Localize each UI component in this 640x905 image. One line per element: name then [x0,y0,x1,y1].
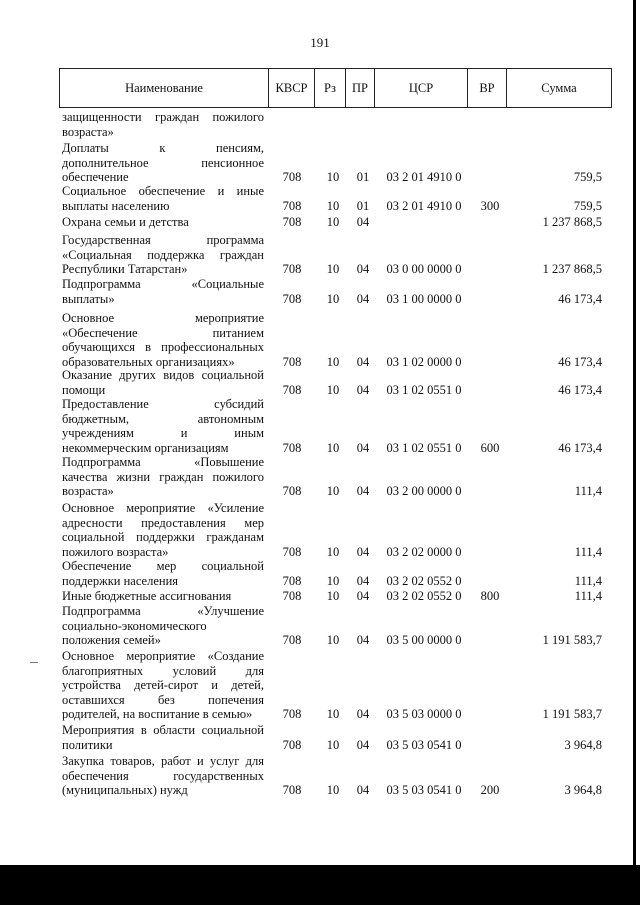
cell-sum: 111,4 [574,544,602,559]
row-name-line: пожилого возраста» [62,544,169,559]
row-name-line: Иные бюджетные ассигнования [62,589,232,603]
row-name [62,455,264,499]
cell-kvsr: 708 [282,707,302,721]
row-name-line: Основное мероприятие [62,311,264,325]
row-name [62,311,264,369]
cell-csr: 03 2 02 0552 0 [386,589,462,603]
cell-pr: 01 [356,198,370,213]
row-name-line: Основное мероприятие «Создание [62,649,264,663]
row-name-line: поддержки населения [62,573,179,588]
header-csr: ЦСР [375,69,468,108]
cell-rz: 10 [326,170,340,184]
row-name-line: бюджетным, автономным [62,411,264,426]
cell-pr: 04 [356,291,370,306]
cell-csr: 03 2 02 0000 0 [386,544,462,559]
cell-pr: 04 [356,633,370,647]
row-name-line: родителей, на воспитание в семью» [62,707,253,721]
cell-pr: 04 [356,707,370,721]
row-name [62,501,264,559]
row-name [62,233,264,277]
row-name-line: Основное мероприятие «Усиление [62,501,264,515]
header-kvsr: КВСР [269,69,315,108]
cell-csr: 03 1 00 0000 0 [386,291,462,306]
row-name-line: политики [62,737,113,752]
table-header [59,68,612,108]
cell-vr: 600 [480,440,500,455]
cell-pr: 04 [356,262,370,276]
scan-border [0,865,640,905]
row-name-line: Закупка товаров, работ и услуг для [62,754,264,768]
row-name-line: некоммерческим организациям [62,440,229,455]
row-name-line: Республики Татарстан» [62,262,188,276]
row-name-line: Государственная программа [62,233,264,247]
cell-rz: 10 [326,291,340,306]
cell-csr: 03 5 03 0541 0 [386,737,462,752]
cell-csr: 03 2 01 4910 0 [386,198,462,213]
header-vr: ВР [468,69,507,108]
row-name [62,141,264,185]
cell-csr: 03 2 00 0000 0 [386,484,462,498]
cell-csr: 03 5 03 0541 0 [386,783,462,797]
cell-pr: 04 [356,215,370,229]
cell-sum: 111,4 [574,484,602,498]
cell-kvsr: 708 [282,783,302,797]
cell-csr: 03 5 03 0000 0 [386,707,462,721]
row-name-line: защищенности граждан пожилого [62,110,264,124]
cell-pr: 04 [356,544,370,559]
cell-pr: 04 [356,573,370,588]
cell-rz: 10 [326,215,340,229]
row-name-line: помощи [62,382,106,397]
row-name-line: учреждениям и иным [62,426,264,440]
cell-csr: 03 0 00 0000 0 [386,262,462,276]
row-name-line: выплаты населению [62,198,170,213]
cell-csr: 03 5 00 0000 0 [386,633,462,647]
cell-sum: 46 173,4 [558,440,602,455]
row-name [62,604,264,648]
cell-kvsr: 708 [282,215,302,229]
row-name-line: устройства детей-сирот и детей, [62,678,264,692]
row-name [62,110,264,139]
cell-kvsr: 708 [282,170,302,184]
cell-pr: 04 [356,783,370,797]
row-name-line: образовательных организациях» [62,354,235,369]
row-name-line: обучающихся в профессиональных [62,340,264,354]
cell-csr: 03 2 01 4910 0 [386,170,462,184]
cell-rz: 10 [326,707,340,721]
cell-kvsr: 708 [282,573,302,588]
cell-kvsr: 708 [282,737,302,752]
cell-rz: 10 [326,440,340,455]
row-name-line: обеспечения государственных [62,768,264,783]
row-name-line: Предоставление субсидий [62,397,264,411]
row-name-line: (муниципальных) нужд [62,783,188,797]
cell-sum: 1 237 868,5 [542,262,602,276]
cell-rz: 10 [326,198,340,213]
cell-sum: 3 964,8 [564,737,602,752]
cell-kvsr: 708 [282,633,302,647]
cell-sum: 111,4 [574,589,602,603]
cell-rz: 10 [326,262,340,276]
row-name-line: качества жизни граждан пожилого [62,469,264,484]
row-name-line: Подпрограмма «Улучшение [62,604,264,618]
row-name [62,723,264,752]
cell-rz: 10 [326,382,340,397]
cell-rz: 10 [326,589,340,603]
cell-kvsr: 708 [282,262,302,276]
cell-csr: 03 2 02 0552 0 [386,573,462,588]
cell-sum: 3 964,8 [564,783,602,797]
cell-kvsr: 708 [282,382,302,397]
row-name-line: Доплаты к пенсиям, [62,141,264,155]
row-name [62,754,264,798]
cell-sum: 46 173,4 [558,382,602,397]
cell-sum: 46 173,4 [558,291,602,306]
cell-rz: 10 [326,544,340,559]
row-name-line: положения семей» [62,633,161,647]
row-name [62,368,264,397]
cell-pr: 04 [356,382,370,397]
row-name-line: социально-экономического [62,618,207,633]
row-name [62,649,264,722]
cell-sum: 759,5 [573,198,602,213]
cell-kvsr: 708 [282,291,302,306]
row-name-line: Мероприятия в области социальной [62,723,264,737]
cell-rz: 10 [326,633,340,647]
row-name-line: «Обеспечение питанием [62,325,264,340]
cell-vr: 800 [480,589,500,603]
row-name [62,215,264,230]
row-name-line: Подпрограмма «Повышение [62,455,264,469]
cell-sum: 111,4 [574,573,602,588]
row-name [62,589,264,604]
row-name [62,184,264,213]
row-name-line: выплаты» [62,291,115,306]
cell-pr: 04 [356,737,370,752]
cell-pr: 01 [356,170,370,184]
row-name-line: Социальное обеспечение и иные [62,184,264,198]
header-sum: Сумма [507,69,612,108]
cell-pr: 04 [356,484,370,498]
cell-kvsr: 708 [282,484,302,498]
cell-kvsr: 708 [282,440,302,455]
row-name-line: оставшихся без попечения [62,692,264,707]
cell-csr: 03 1 02 0551 0 [386,440,462,455]
header-rz: Рз [315,69,346,108]
cell-vr: 300 [480,198,500,213]
cell-sum: 1 191 583,7 [542,707,602,721]
row-name [62,277,264,306]
cell-rz: 10 [326,354,340,369]
row-name-line: Подпрограмма «Социальные [62,277,264,291]
cell-sum: 1 191 583,7 [542,633,602,647]
cell-pr: 04 [356,440,370,455]
row-name-line: Оказание других видов социальной [62,368,264,382]
row-name-line: Обеспечение мер социальной [62,559,264,573]
cell-pr: 04 [356,589,370,603]
row-name-line: возраста» [62,484,114,498]
row-name-line: социальной поддержки гражданам [62,530,264,544]
header-pr: ПР [346,69,375,108]
cell-rz: 10 [326,737,340,752]
cell-csr: 03 1 02 0551 0 [386,382,462,397]
cell-kvsr: 708 [282,589,302,603]
cell-sum: 759,5 [573,170,602,184]
row-name-line: адресности предоставления мер [62,515,264,530]
cell-sum: 46 173,4 [558,354,602,369]
cell-rz: 10 [326,573,340,588]
cell-rz: 10 [326,484,340,498]
row-name-line: возраста» [62,124,114,139]
scan-edge [633,0,636,865]
row-name-line: Охрана семьи и детства [62,215,189,229]
row-name [62,397,264,455]
cell-rz: 10 [326,783,340,797]
cell-kvsr: 708 [282,354,302,369]
row-name-line: «Социальная поддержка граждан [62,247,264,262]
cell-pr: 04 [356,354,370,369]
row-name-line: дополнительное пенсионное [62,155,264,170]
header-name: Наименование [60,69,269,108]
cell-sum: 1 237 868,5 [542,215,602,229]
row-name-line: благоприятных условий для [62,663,264,678]
cell-kvsr: 708 [282,544,302,559]
row-name [62,559,264,588]
cell-csr: 03 1 02 0000 0 [386,354,462,369]
row-name-line: обеспечение [62,170,129,184]
cell-kvsr: 708 [282,198,302,213]
page-number: 191 [310,35,330,50]
cell-vr: 200 [480,783,500,797]
margin-mark [30,662,38,663]
